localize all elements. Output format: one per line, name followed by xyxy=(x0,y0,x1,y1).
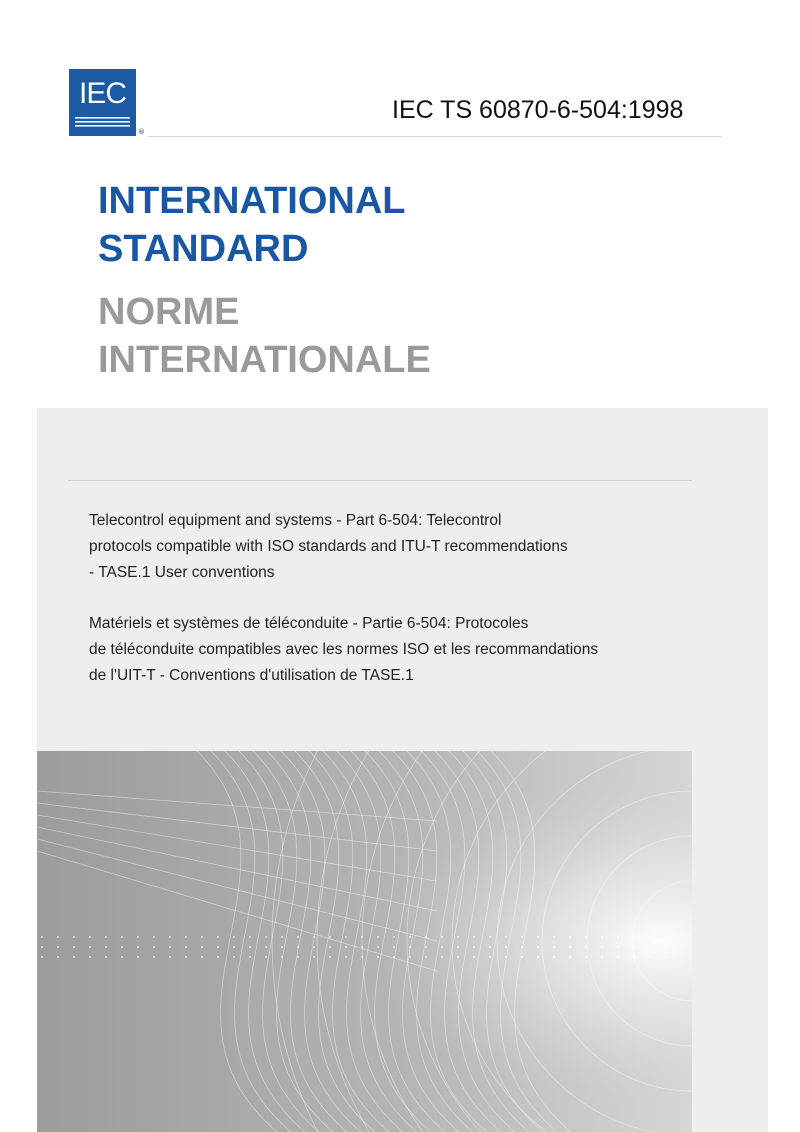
artwork-dot xyxy=(265,956,267,958)
artwork-dot xyxy=(185,936,187,938)
artwork-dot xyxy=(553,946,555,948)
artwork-dot xyxy=(633,936,635,938)
artwork-dot xyxy=(217,936,219,938)
artwork-dot xyxy=(105,936,107,938)
artwork-dot xyxy=(521,946,523,948)
artwork-dot xyxy=(329,956,331,958)
artwork-dot xyxy=(409,936,411,938)
artwork-dot xyxy=(345,946,347,948)
artwork-dot xyxy=(425,956,427,958)
artwork-dot xyxy=(505,936,507,938)
artwork-dot xyxy=(233,956,235,958)
artwork-dot xyxy=(505,946,507,948)
artwork-dot xyxy=(553,956,555,958)
artwork-dot xyxy=(537,936,539,938)
artwork-dot xyxy=(537,956,539,958)
artwork-dot xyxy=(601,936,603,938)
artwork-dot xyxy=(185,956,187,958)
artwork-dot xyxy=(89,956,91,958)
artwork-dot xyxy=(137,956,139,958)
artwork-dot xyxy=(313,956,315,958)
panel-divider xyxy=(68,480,692,481)
artwork-dot xyxy=(121,936,123,938)
description-line: Telecontrol equipment and systems - Part 6-504: Telecontrol xyxy=(89,512,502,529)
artwork-dot xyxy=(665,936,667,938)
standard-number: IEC TS 60870-6-504:1998 xyxy=(392,96,684,124)
header-divider xyxy=(148,136,722,137)
artwork-dot xyxy=(329,936,331,938)
artwork-dot xyxy=(409,956,411,958)
artwork-dot xyxy=(265,946,267,948)
title-english xyxy=(98,177,406,273)
artwork-dot xyxy=(361,956,363,958)
title-french-line: INTERNATIONALE xyxy=(98,339,431,381)
title-french-line: NORME xyxy=(98,291,240,333)
artwork-dot xyxy=(473,956,475,958)
title-english-line: INTERNATIONAL xyxy=(98,180,406,222)
artwork-dot xyxy=(441,956,443,958)
artwork-dot xyxy=(649,936,651,938)
artwork-dot xyxy=(329,946,331,948)
artwork-dot xyxy=(41,956,43,958)
logo-text: IEC xyxy=(78,77,126,110)
artwork-dot xyxy=(121,946,123,948)
artwork-dot xyxy=(505,956,507,958)
artwork-dot xyxy=(553,936,555,938)
artwork-dot xyxy=(569,956,571,958)
artwork-dot xyxy=(169,946,171,948)
artwork-dot xyxy=(345,936,347,938)
artwork-dot xyxy=(281,936,283,938)
artwork-dot xyxy=(201,946,203,948)
artwork-dot xyxy=(457,936,459,938)
artwork-dot xyxy=(345,956,347,958)
artwork-dot xyxy=(281,956,283,958)
artwork-dot xyxy=(233,936,235,938)
artwork-dot xyxy=(425,936,427,938)
artwork-dot xyxy=(105,946,107,948)
artwork-dot xyxy=(441,936,443,938)
artwork-dot xyxy=(185,946,187,948)
artwork-dot xyxy=(473,936,475,938)
artwork-dot xyxy=(121,956,123,958)
artwork-dot xyxy=(73,956,75,958)
artwork-dot xyxy=(217,956,219,958)
logo-lines xyxy=(75,115,130,131)
description-english xyxy=(89,508,568,586)
artwork-dot xyxy=(585,946,587,948)
artwork-dot xyxy=(377,946,379,948)
artwork-dot xyxy=(313,946,315,948)
artwork-dot xyxy=(361,946,363,948)
cover-artwork xyxy=(37,751,692,1132)
artwork-dot xyxy=(441,946,443,948)
artwork-dot xyxy=(537,946,539,948)
description-line: Matériels et systèmes de téléconduite - Partie 6-504: Protocoles xyxy=(89,615,529,632)
artwork-dot xyxy=(137,946,139,948)
description-line: de l'UIT-T - Conventions d'utilisation de TASE.1 xyxy=(89,667,414,684)
artwork-dot xyxy=(297,956,299,958)
artwork-dot xyxy=(313,936,315,938)
artwork-dot xyxy=(649,946,651,948)
artwork-dot xyxy=(633,946,635,948)
artwork-dot xyxy=(521,936,523,938)
artwork-dot xyxy=(457,956,459,958)
registered-mark: ® xyxy=(138,128,145,136)
artwork-dot xyxy=(489,946,491,948)
artwork-dot xyxy=(585,956,587,958)
artwork-dot xyxy=(265,936,267,938)
artwork-dot xyxy=(633,956,635,958)
artwork-dot xyxy=(233,946,235,948)
artwork-dot xyxy=(153,946,155,948)
artwork-dot xyxy=(105,956,107,958)
artwork-dot xyxy=(393,946,395,948)
artwork-dot xyxy=(217,946,219,948)
title-english-line: STANDARD xyxy=(98,228,309,270)
artwork-dot xyxy=(649,956,651,958)
artwork-dot xyxy=(153,956,155,958)
artwork-dot xyxy=(617,956,619,958)
artwork-dot xyxy=(249,936,251,938)
artwork-dot xyxy=(57,946,59,948)
artwork-dot xyxy=(249,956,251,958)
artwork-dot xyxy=(457,946,459,948)
description-line: protocols compatible with ISO standards and ITU-T recommendations xyxy=(89,538,568,555)
artwork-dot xyxy=(665,946,667,948)
artwork-dot xyxy=(137,936,139,938)
artwork-dot xyxy=(393,956,395,958)
artwork-dot xyxy=(409,946,411,948)
artwork-dot xyxy=(585,936,587,938)
artwork-dot xyxy=(569,936,571,938)
iec-logo-icon xyxy=(69,69,136,136)
artwork-dot xyxy=(201,936,203,938)
artwork-dot xyxy=(601,946,603,948)
artwork-dot xyxy=(57,956,59,958)
artwork-dot xyxy=(73,946,75,948)
artwork-dot xyxy=(169,956,171,958)
artwork-dot xyxy=(665,956,667,958)
artwork-dot xyxy=(73,936,75,938)
artwork-dot xyxy=(377,936,379,938)
artwork-dot xyxy=(281,946,283,948)
artwork-dot xyxy=(89,936,91,938)
artwork-dot xyxy=(425,946,427,948)
artwork-dot xyxy=(489,956,491,958)
artwork-dot xyxy=(41,936,43,938)
artwork-dot xyxy=(489,936,491,938)
artwork-dot xyxy=(393,936,395,938)
description-line: de téléconduite compatibles avec les normes ISO et les recommandations xyxy=(89,641,599,658)
artwork-dot xyxy=(617,936,619,938)
title-french xyxy=(98,288,431,384)
artwork-dot xyxy=(617,946,619,948)
artwork-dot xyxy=(569,946,571,948)
artwork-dot xyxy=(297,946,299,948)
description-french xyxy=(89,611,598,689)
artwork-dot xyxy=(249,946,251,948)
artwork-dot xyxy=(201,956,203,958)
artwork-dot xyxy=(169,936,171,938)
artwork-dot xyxy=(361,936,363,938)
artwork-dot xyxy=(57,936,59,938)
artwork-dot xyxy=(89,946,91,948)
artwork-dot xyxy=(153,936,155,938)
artwork-dot xyxy=(41,946,43,948)
description-line: - TASE.1 User conventions xyxy=(89,564,275,581)
artwork-dot xyxy=(521,956,523,958)
artwork-dot xyxy=(601,956,603,958)
artwork-dot xyxy=(473,946,475,948)
artwork-dot xyxy=(297,936,299,938)
artwork-dot xyxy=(377,956,379,958)
